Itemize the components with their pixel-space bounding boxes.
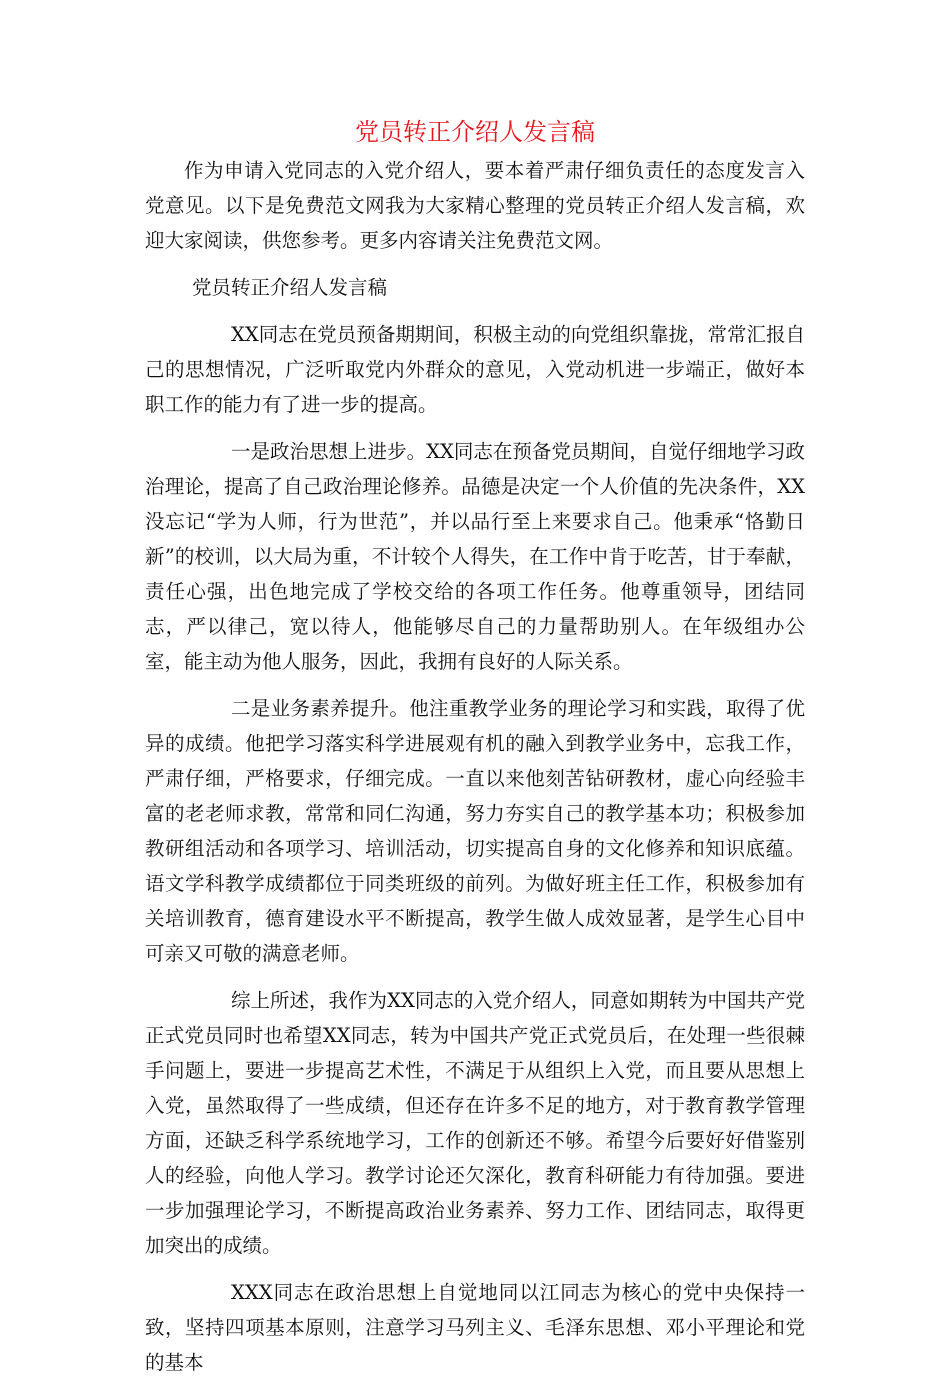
document-title: 党员转正介绍人发言稿 bbox=[355, 118, 595, 146]
body-paragraph-4: 综上所述，我作为XX同志的入党介绍人，同意如期转为中国共产党正式党员同时也希望XX同志，转为中国共产党正式党员后，在处理一些很棘手问题上，要进一步提高艺术性，不满足于从组织上入党，而且要从思想上入党，虽然取得了一些成绩，但还存在许多不足的地方，对于教育教学管理方面，还缺乏科学系统地学习，工作的创新还不够。希望今后要好好借鉴别人的经验，向他人学习。教学讨论还欠深化，教育科研能力有待加强。要进一步加强理论学习，不断提高政治业务素养、努力工作、团结同志，取得更加突出的成绩。 bbox=[145, 989, 805, 1257]
body-paragraph-1: XX同志在党员预备期期间，积极主动的向党组织靠拢，常常汇报自己的思想情况，广泛听取党内外群众的意见，入党动机进一步端正，做好本职工作的能力有了进一步的提高。 bbox=[145, 323, 805, 416]
document-body bbox=[145, 153, 805, 1380]
body-paragraph-3: 二是业务素养提升。他注重教学业务的理论学习和实践，取得了优异的成绩。他把学习落实科学进展观有机的融入到教学业务中，忘我工作，严肃仔细，严格要求，仔细完成。一直以来他刻苦钻研教材，虚心向经验丰富的老老师求教，常常和同仁沟通，努力夯实自己的教学基本功；积极参加教研组活动和各项学习、培训活动，切实提高自身的文化修养和知识底蕴。语文学科教学成绩都位于同类班级的前列。为做好班主任工作，积极参加有关培训教育，德育建设水平不断提高，教学生做人成效显著，是学生心目中可亲又可敬的满意老师。 bbox=[145, 697, 805, 965]
section-subheading: 党员转正介绍人发言稿 bbox=[192, 276, 388, 299]
intro-paragraph: 作为申请入党同志的入党介绍人，要本着严肃仔细负责任的态度发言入党意见。以下是免费范文网我为大家精心整理的党员转正介绍人发言稿，欢迎大家阅读，供您参考。更多内容请关注免费范文网。 bbox=[145, 159, 805, 252]
body-paragraph-5: XXX同志在政治思想上自觉地同以江同志为核心的党中央保持一致，坚持四项基本原则，注意学习马列主义、毛泽东思想、邓小平理论和党的基本 bbox=[145, 1281, 805, 1374]
body-paragraph-2: 一是政治思想上进步。XX同志在预备党员期间，自觉仔细地学习政治理论，提高了自己政治理论修养。品德是决定一个人价值的先决条件，XX没忘记“学为人师，行为世范”，并以品行至上来要求自己。他秉承“恪勤日新”的校训，以大局为重，不计较个人得失，在工作中肯于吃苦，甘于奉献，责任心强，出色地完成了学校交给的各项工作任务。他尊重领导，团结同志，严以律己，宽以待人，他能够尽自己的力量帮助别人。在年级组办公室，能主动为他人服务，因此，我拥有良好的人际关系。 bbox=[145, 440, 805, 673]
